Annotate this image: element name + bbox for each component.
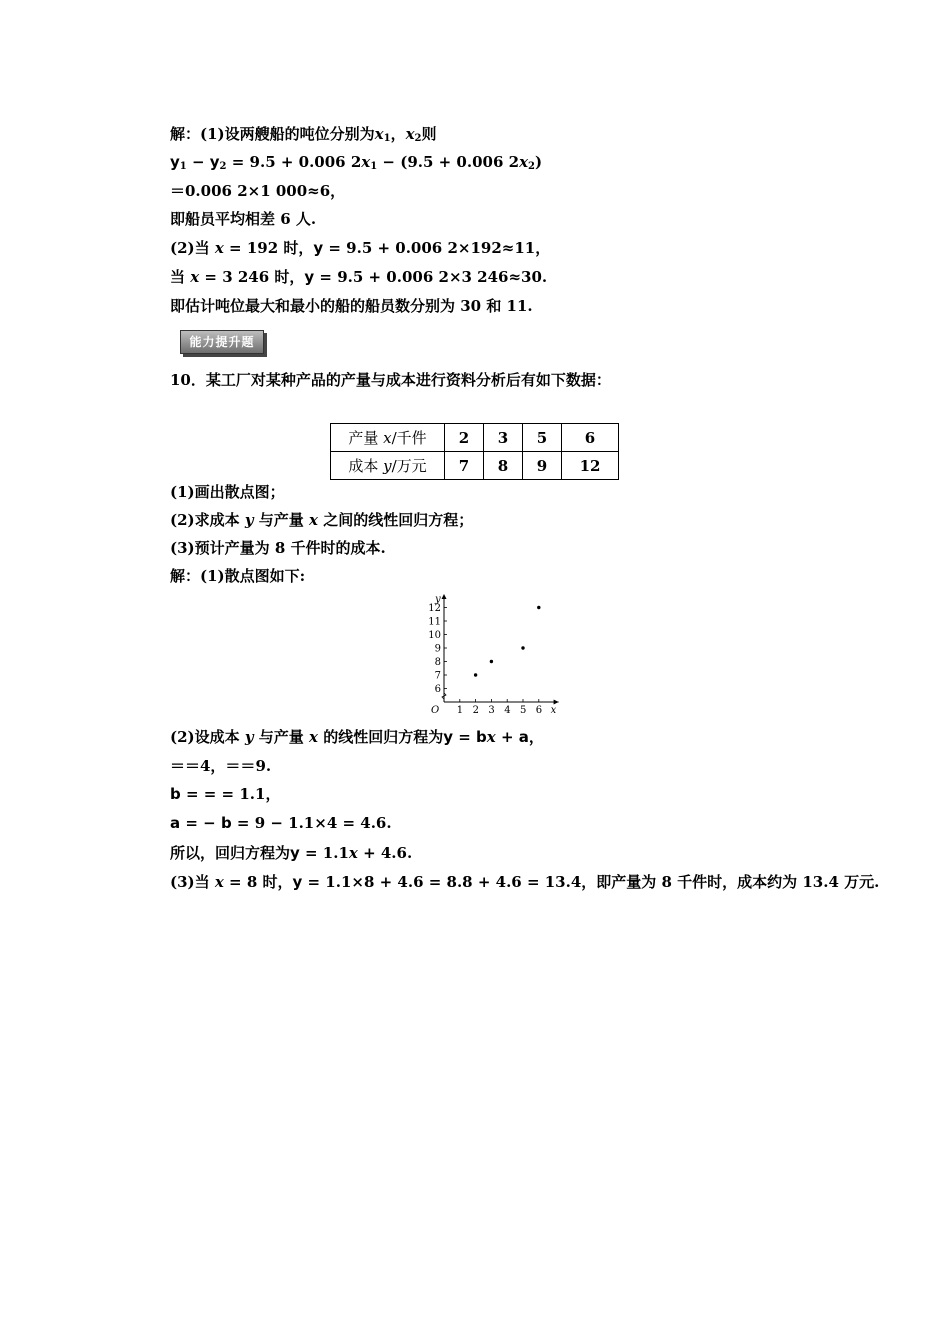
plot-ticks xyxy=(428,594,556,716)
data-table xyxy=(330,423,619,480)
y-tick-label: 12 xyxy=(428,603,441,614)
y-tick-label: 11 xyxy=(428,616,441,628)
solution-line-2: (2)设成本 y 与产量 x 的线性回归方程为y = bx + a， xyxy=(170,728,544,746)
solution-line-6: 所以，回归方程为y = 1.1x + 4.6. xyxy=(170,844,413,862)
solution-prev-line-1: 解：(1)设两艘船的吨位分别为$x_1$，$x_2$则 xyxy=(170,125,437,144)
table-cell: 6 xyxy=(562,424,619,452)
solution-prev-line-5: (2)当 x = 192 时，y = 9.5 + 0.006 2×192≈11， xyxy=(170,239,551,257)
table-cell: 9 xyxy=(523,452,562,480)
x-tick-label: 5 xyxy=(520,705,527,716)
question-1: (1)画出散点图； xyxy=(170,483,285,501)
table-header-output: 产量 x/千件 xyxy=(331,424,445,452)
scatter-plot xyxy=(420,592,565,718)
y-tick-label: 10 xyxy=(428,630,441,641)
table-cell: 7 xyxy=(445,452,484,480)
table-row xyxy=(331,424,619,452)
x-tick-label: 1 xyxy=(456,705,464,716)
y-axis-label: y xyxy=(435,594,441,605)
solution-prev-line-7: 即估计吨位最大和最小的船的船员数分别为 30 和 11. xyxy=(170,297,533,315)
table-cell: 3 xyxy=(484,424,523,452)
plot-axes xyxy=(442,594,559,705)
solution-line-7: (3)当 x = 8 时，y = 1.1×8 + 4.6 = 8.8 + 4.6 = 13.4，即产量为 8 千件时，成本约为 13.4 万元. xyxy=(170,873,880,891)
question-2: (2)求成本 y 与产量 x 之间的线性回归方程； xyxy=(170,511,474,529)
x-tick-label: 2 xyxy=(472,705,479,716)
solution-line-1: 解：(1)散点图如下: xyxy=(170,567,306,585)
x-tick-label: 6 xyxy=(535,705,543,716)
scatter-point xyxy=(490,660,493,663)
y-tick-label: 7 xyxy=(434,670,441,682)
table-header-cost: 成本 y/万元 xyxy=(331,452,445,480)
y-axis-arrow xyxy=(442,594,447,599)
scatter-point xyxy=(537,606,540,609)
solution-prev-line-3: ＝0.006 2×1 000≈6， xyxy=(170,182,346,200)
table-cell: 12 xyxy=(562,452,619,480)
plot-points xyxy=(474,606,541,677)
table-cell: 8 xyxy=(484,452,523,480)
y-tick-label: 9 xyxy=(434,643,441,655)
scatter-point xyxy=(474,673,477,676)
origin-label: O xyxy=(431,705,440,716)
x-tick-label: 3 xyxy=(488,705,495,716)
solution-prev-line-4: 即船员平均相差 6 人. xyxy=(170,210,317,228)
solution-line-5: a = − b = 9 − 1.1×4 = 4.6. xyxy=(170,814,392,832)
x-axis-arrow xyxy=(554,700,559,705)
scatter-point xyxy=(521,646,524,649)
solution-prev-line-6: 当 x = 3 246 时，y = 9.5 + 0.006 2×3 246≈30. xyxy=(170,268,548,286)
x-axis-label: x xyxy=(550,705,557,716)
y-tick-label: 6 xyxy=(434,684,441,695)
table-cell: 5 xyxy=(523,424,562,452)
y-tick-label: 8 xyxy=(434,657,441,668)
table-row xyxy=(331,452,619,480)
solution-line-4: b = = = 1.1， xyxy=(170,785,281,803)
question-3: (3)预计产量为 8 千件时的成本. xyxy=(170,539,386,557)
solution-line-3: ＝＝4，＝＝9. xyxy=(170,757,272,775)
x-tick-label: 4 xyxy=(504,705,511,716)
section-badge: 能力提升题 xyxy=(180,330,264,354)
problem-statement: 10．某工厂对某种产品的产量与成本进行资料分析后有如下数据： xyxy=(170,371,611,389)
solution-prev-line-2: $y_1 - y_2 = 9.5 + 0.006$ $2x_1 - (9.5 + 0.006$ $2x_2$) xyxy=(170,153,543,172)
table-cell: 2 xyxy=(445,424,484,452)
